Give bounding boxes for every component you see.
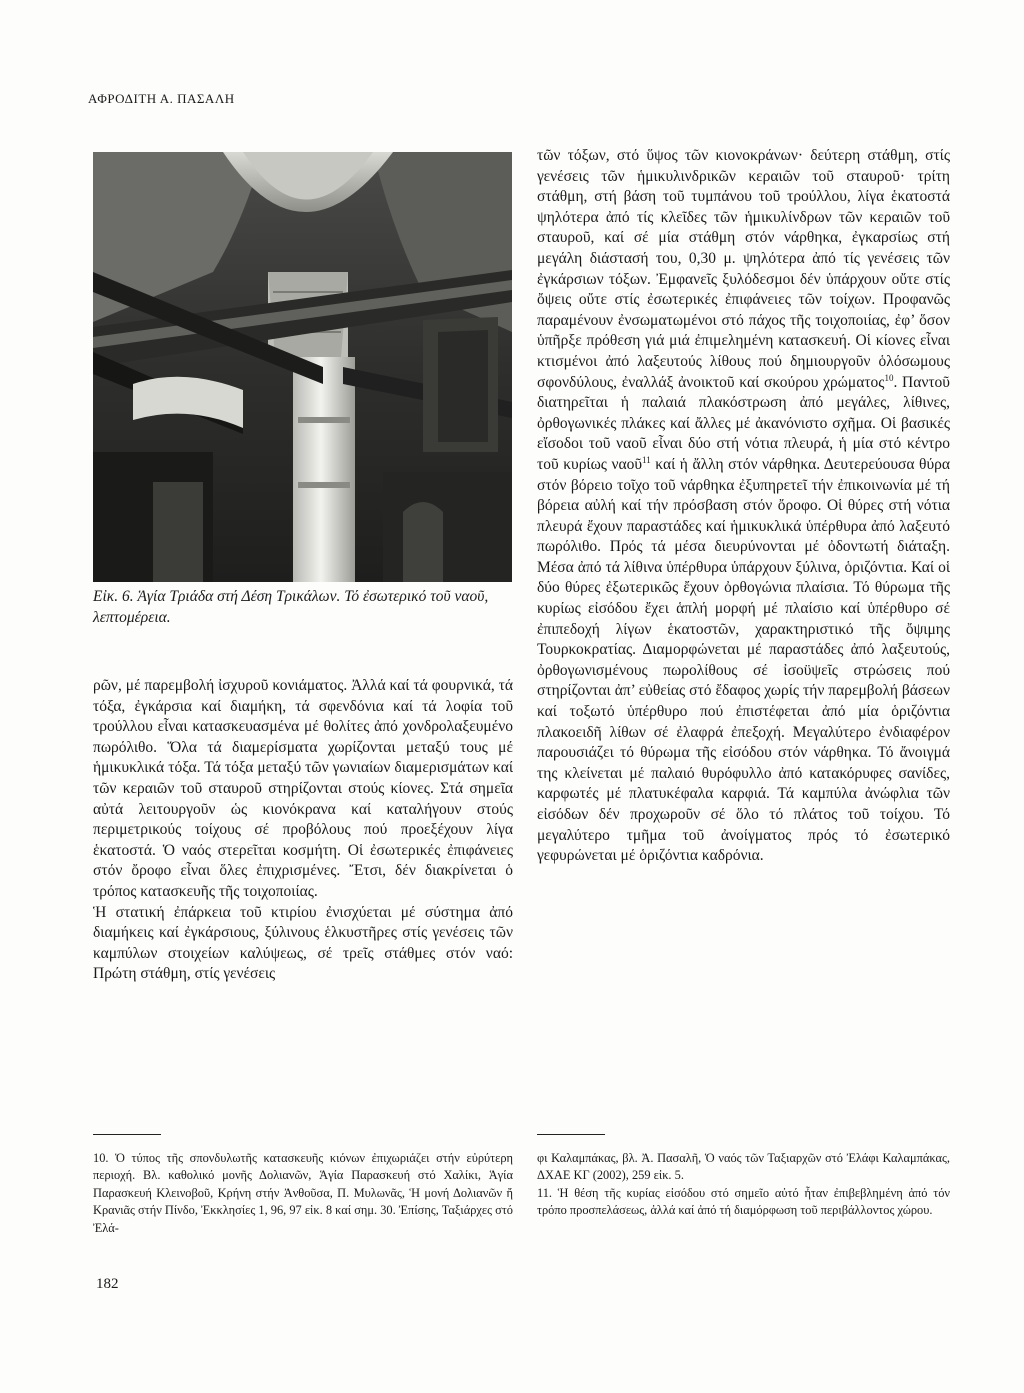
photo-drawing	[93, 152, 512, 582]
page-number: 182	[96, 1276, 119, 1292]
body-column-left	[93, 676, 513, 985]
footnote-10: 10. Ὁ τύπος τῆς σπονδυλωτῆς κατασκευῆς κιόνων ἐπιχωριάζει στήν εὐρύτερη περιοχή. Βλ. καθολικό μονῆς Δολιανῶν, Ἁγία Παρασκευή στό Χαλίκι, Ἁγία Παρασκευή Κλεινοβοῦ, Κρήνη στήν Ἀνθοῦσα, Π. Μυλωνᾶς, Ἡ μονή Δολιανῶν ἤ Κρανιᾶς στήν Πίνδο, Ἐκκλησίες 1, 96, 97 εἰκ. 8 καί σημ. 30. Ἐπίσης, Ταξιάρχες στό Ἐλά-	[93, 1151, 513, 1235]
text-run: καί ἡ ἄλλη στόν νάρθηκα. Δευτερεύουσα θύρα στόν βόρειο τοῖχο τοῦ νάρθηκα ἐξυπηρετεῖ τήν ἐπικοινωνία μέ τή βόρεια αὐλή καί τήν πρόσβαση στόν ὄροφο. Οἱ θύρες στή νότια πλευρά ἔχουν παραστάδες καί ἡμικυκλικά ὑπέρθυρα ἀπό λαξευτό πωρόλιθο. Πρός τά μέσα διευρύνονται μέ ὀδοντωτή διάταξη. Μέσα ἀπό τά λίθινα ὑπέρθυρα ὑπάρχουν ξύλινα, ὁριζόντια. Καί οἱ δύο θύρες ἐξωτερικῶς ἔχουν ὀρθογώνια πλαίσια. Τό θύρωμα τῆς κυρίως εἰσόδου ἔχει ἁπλή μορφή μέ πλαίσιο καί ὑπέρθυρο σέ ἐπιπεδοχή λίγων ἑκατοστῶν, χαρακτηριστικό τῆς ὄψιμης Τουρκοκρατίας. Διαμορφώνεται μέ παραστάδες ἀπό λαξευτούς, ὀρθογωνισμένους πωρολίθους σέ ἰσοϋψεῖς στρώσεις πού στηρίζονται ἀπ’ εὐθείας στό ἔδαφος χωρίς τήν παρεμβολή βάσεων καί τοξωτό ὑπέρθυρο πού ἐπιστέφεται ἀπό μία ὁριζόντια πλακοειδῆ λίθων σέ ἐλαφρά ἐπεξοχή. Μεγαλύτερο ἐνδιαφέρον παρουσιάζει τό θύρωμα τῆς εἰσόδου στόν νάρθηκα. Τό ἄνοιγμά της κλείνεται μέ παλαιό θυρόφυλλο ἀπό κατακόρυφες σανίδες, καρφωτές μέ πλατυκέφαλα καρφιά. Τά καμπύλα ἀνώφλια τῶν εἰσόδων δέν προχωροῦν σέ ὅλο τό πλάτος τοῦ τοίχου. Τό μεγαλύτερο τμῆμα τοῦ ἀνοίγματος πρός τό ἐσωτερικό γεφυρώνεται μέ ὁριζόντια καδρόνια.	[537, 455, 951, 865]
paragraph: ρῶν, μέ παρεμβολή ἰσχυροῦ κονιάματος. Ἀλλά καί τά φουρνικά, τά τόξα, ἐγκάρσια καί διαμήκη, τά σφενδόνια καί τά λοφία τοῦ τρούλλου εἶναι κατασκευασμένα μέ θολίτες ἀπό χονδρολαξευμένο πωρόλιθο. Ὅλα τά διαμερίσματα χωρίζονται μεταξύ τους μέ ἡμικυκλικά τόξα. Τά τόξα μεταξύ τῶν γωνιαίων διαμερισμάτων καί τῶν κεραιῶν τοῦ σταυροῦ στηρίζονται στούς κίονες. Στά σημεῖα αὐτά λειτουργοῦν ὡς κιονόκρανα καί καταλήγουν στούς περιμετρικούς τοίχους σέ προβόλους πού προεξέχουν λίγα ἑκατοστά. Ὁ ναός στερεῖται κοσμήτη. Οἱ ἐσωτερικές ἐπιφάνειες στόν ὄροφο εἶναι ὅλες ἐπιχρισμένες. Ἔτσι, δέν διακρίνεται ὁ τρόπος κατασκευῆς τῆς τοιχοποιίας.	[93, 677, 513, 900]
footnotes-left	[93, 1150, 513, 1237]
footnote-rule-left	[93, 1134, 161, 1135]
church-interior-photo	[93, 152, 512, 582]
footnote-ref-10[interactable]: 10	[884, 372, 894, 383]
footnote-11: 11. Ἡ θέση τῆς κυρίας εἰσόδου στό σημεῖο αὐτό ἦταν ἐπιβεβλημένη ἀπό τόν τρόπο προσπελάσεως, ἀλλά καί ἀπό τή διαμόρφωση τοῦ περιβάλλοντος χώρου.	[537, 1185, 950, 1218]
footnote-ref-11[interactable]: 11	[642, 454, 651, 465]
figure-caption: Εἰκ. 6. Ἁγία Τριάδα στή Δέση Τρικάλων. Τό ἐσωτερικό τοῦ ναοῦ, λεπτομέρεια.	[93, 588, 489, 626]
paragraph	[537, 146, 950, 867]
footnote-rule-right	[537, 1134, 605, 1135]
body-column-right	[537, 146, 950, 867]
running-head: ΑΦΡΟΔΙΤΗ Α. ΠΑΣΑΛΗ	[88, 91, 235, 106]
footnotes-right	[537, 1150, 950, 1220]
text-run: . Παντοῦ διατηρεῖται ἡ παλαιά πλακόστρωση ἀπό μεγάλες, λίθινες, ὀρθογωνικές πλάκες καί ἄλλες μέ ἀκανόνιστο σχῆμα. Οἱ βασικές εἴσοδοι τοῦ ναοῦ εἶναι δύο στή νότια πλευρά, ἡ μία στό κέντρο τοῦ κυρίως ναοῦ	[537, 373, 950, 473]
text-run: τῶν τόξων, στό ὕψος τῶν κιονοκράνων· δεύτερη στάθμη, στίς γενέσεις τῶν ἡμικυλινδρικῶν κεραιῶν τοῦ σταυροῦ· τρίτη στάθμη, στή βάση τοῦ τυμπάνου τοῦ τρούλλου, λίγα ἑκατοστά ψηλότερα ἀπό τίς κλεῖδες τῶν ἡμικυλίνδρων τῶν κεραιῶν τοῦ σταυροῦ, καί σέ μία στάθμη στόν νάρθηκα, ἐγκαρσίως στή μεγάλη διάστασή του, 0,30 μ. ψηλότερα ἀπό τίς γενέσεις τῶν ἐγκάρσιων τόξων. Ἐμφανεῖς ξυλόδεσμοι δέν ὑπάρχουν οὔτε στίς ὄψεις οὔτε στίς ἐσωτερικές ἐπιφάνειες τῶν τοίχων. Προφανῶς παραμένουν ἐνσωματωμένοι στό πάχος τῆς τοιχοποιίας, ἐφ’ ὅσον ὑπῆρξε πρόθεση γιά μιά ἐπιμελημένη κατασκευή. Οἱ κίονες εἶναι κτισμένοι ἀπό λαξευτούς λίθους πού δημιουργοῦν ὁλόσωμους σφονδύλους, ἐναλλάξ ἀνοικτοῦ καί σκούρου χρώματος	[537, 147, 950, 391]
footnote-10-continued: φι Καλαμπάκας, βλ. Ἀ. Πασαλῆ, Ὁ ναός τῶν Ταξιαρχῶν στό Ἐλάφι Καλαμπάκας, ΔΧΑΕ ΚΓ (2002), 259 εἰκ. 5.	[537, 1151, 950, 1183]
paragraph: Ἡ στατική ἐπάρκεια τοῦ κτιρίου ἐνισχύεται μέ σύστημα ἀπό διαμήκεις καί ἐγκάρσιους, ξύλινους ἑλκυστῆρες στίς γενέσεις τῶν καμπύλων στοιχείων καλύψεως, σέ τρεῖς στάθμες στόν ναό: Πρώτη στάθμη, στίς γενέσεις	[93, 903, 513, 983]
